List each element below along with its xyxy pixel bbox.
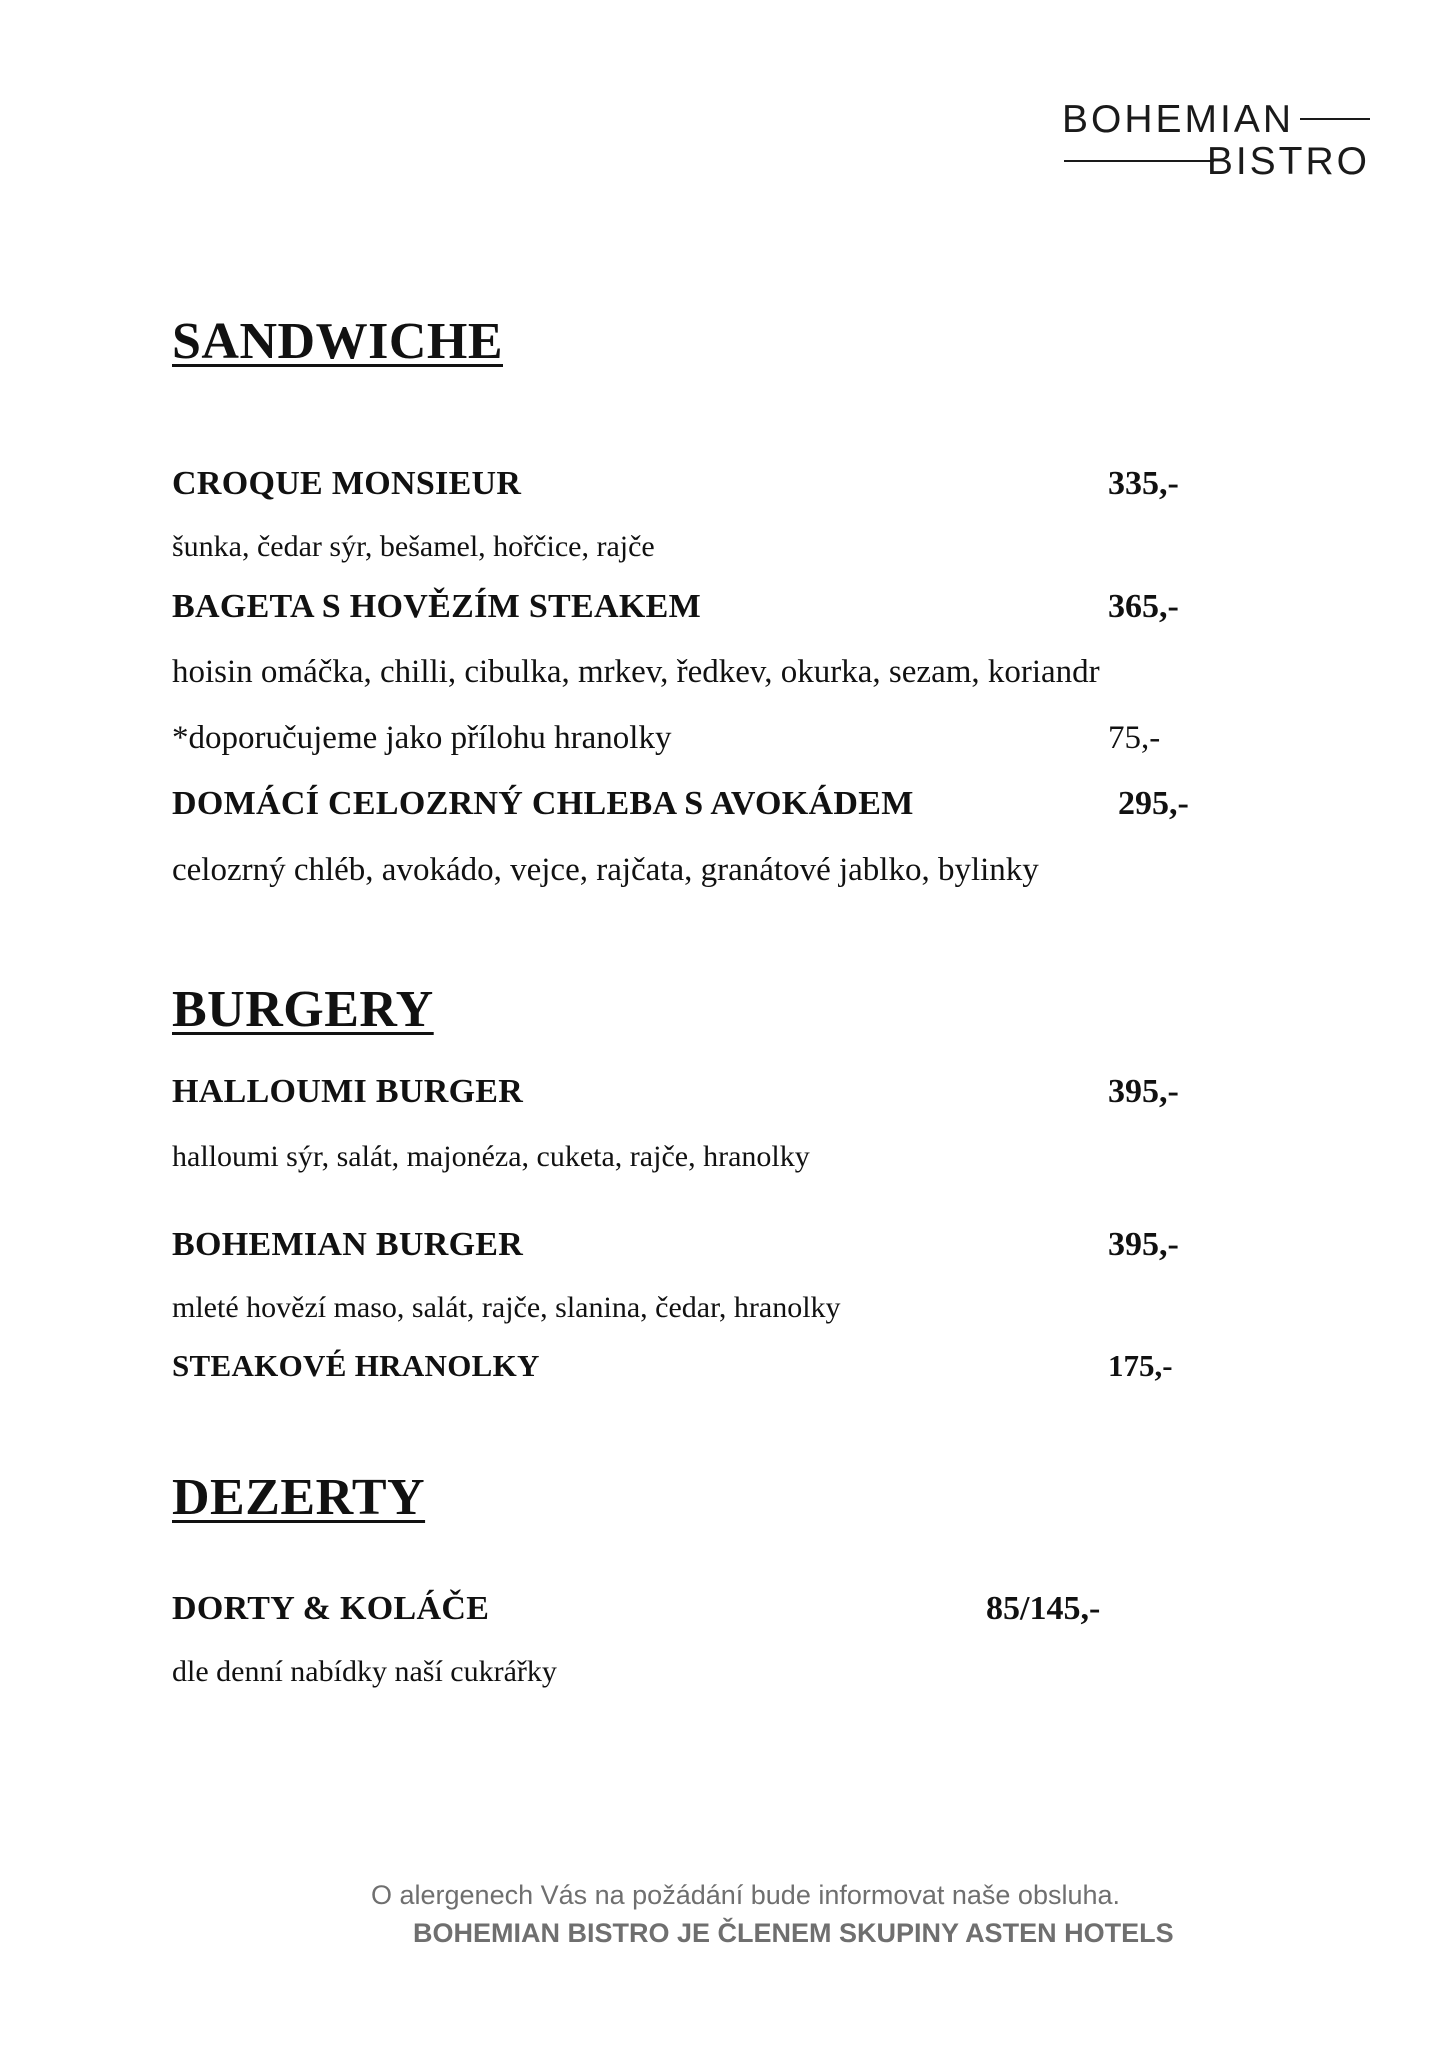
item-name-dorty-kolace: DORTY & KOLÁČE bbox=[172, 1590, 490, 1627]
bohemian-bistro-logo bbox=[1062, 98, 1370, 186]
logo-text-top: BOHEMIAN bbox=[1062, 98, 1295, 141]
item-name-bageta: BAGETA S HOVĚZÍM STEAKEM bbox=[172, 588, 701, 625]
item-price-halloumi-burger: 395,- bbox=[1108, 1073, 1179, 1110]
section-title-burgery: BURGERY bbox=[172, 981, 434, 1038]
item-name-steakove-hranolky: STEAKOVÉ HRANOLKY bbox=[172, 1348, 540, 1383]
item-name-halloumi-burger: HALLOUMI BURGER bbox=[172, 1073, 524, 1110]
logo-rule-top bbox=[1300, 118, 1370, 120]
item-price-steakove-hranolky: 175,- bbox=[1108, 1348, 1173, 1383]
item-price-dorty-kolace: 85/145,- bbox=[986, 1590, 1101, 1627]
item-note-price-bageta: 75,- bbox=[1108, 720, 1161, 756]
section-title-dezerty: DEZERTY bbox=[172, 1469, 426, 1526]
item-name-croque-monsieur: CROQUE MONSIEUR bbox=[172, 465, 522, 502]
item-price-bohemian-burger: 395,- bbox=[1108, 1226, 1179, 1263]
item-description-halloumi-burger: halloumi sýr, salát, majonéza, cuketa, rajče, hranolky bbox=[172, 1140, 810, 1173]
item-name-celozrny-chleba: DOMÁCÍ CELOZRNÝ CHLEBA S AVOKÁDEM bbox=[172, 785, 914, 822]
item-description-dorty-kolace: dle denní nabídky naší cukrářky bbox=[172, 1655, 557, 1688]
item-description-bageta: hoisin omáčka, chilli, cibulka, mrkev, ředkev, okurka, sezam, koriandr bbox=[172, 654, 1100, 690]
section-title-sandwiche: SANDWICHE bbox=[172, 313, 503, 370]
logo-rule-bottom bbox=[1064, 160, 1214, 162]
item-name-bohemian-burger: BOHEMIAN BURGER bbox=[172, 1226, 524, 1263]
footer-group-note: BOHEMIAN BISTRO JE ČLENEM SKUPINY ASTEN HOTELS bbox=[413, 1918, 1174, 1948]
footer-allergen-note: O alergenech Vás na požádání bude informovat naše obsluha. bbox=[371, 1880, 1121, 1910]
item-price-croque-monsieur: 335,- bbox=[1108, 465, 1179, 502]
item-price-celozrny-chleba: 295,- bbox=[1118, 785, 1189, 822]
item-description-croque-monsieur: šunka, čedar sýr, bešamel, hořčice, rajče bbox=[172, 530, 655, 563]
item-note-bageta: *doporučujeme jako přílohu hranolky bbox=[172, 720, 672, 756]
logo-text-bottom: BISTRO bbox=[1206, 140, 1370, 183]
item-price-bageta: 365,- bbox=[1108, 588, 1179, 625]
item-description-bohemian-burger: mleté hovězí maso, salát, rajče, slanina, čedar, hranolky bbox=[172, 1291, 841, 1324]
item-description-celozrny-chleba: celozrný chléb, avokádo, vejce, rajčata, granátové jablko, bylinky bbox=[172, 852, 1039, 888]
